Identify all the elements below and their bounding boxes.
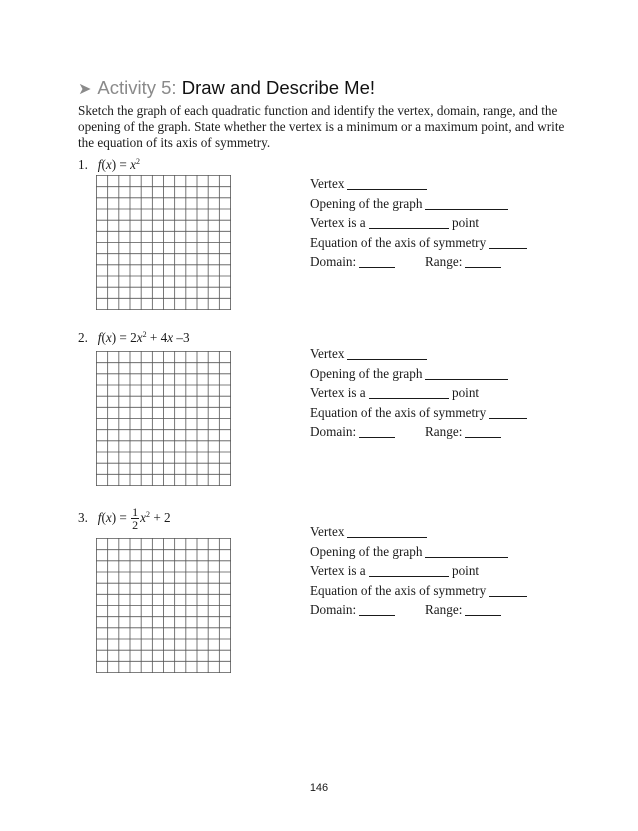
axis-blank[interactable] (489, 235, 527, 249)
vertex-blank[interactable] (347, 346, 427, 360)
opening-blank[interactable] (425, 196, 508, 210)
graph-grid-1[interactable] (96, 175, 231, 310)
vertex-blank[interactable] (347, 176, 427, 190)
opening-blank[interactable] (425, 544, 508, 558)
min-max-blank[interactable] (369, 215, 449, 229)
activity-heading (78, 74, 578, 102)
answer-fields-2: Vertex Opening of the graph Vertex is a point Equation of the axis of symmetry Domain: Range: (310, 344, 610, 442)
domain-blank[interactable] (359, 602, 395, 616)
graph-grid-3[interactable] (96, 538, 231, 673)
range-blank[interactable] (465, 254, 501, 268)
axis-blank[interactable] (489, 583, 527, 597)
activity-title: Draw and Describe Me! (181, 77, 376, 98)
page-number: 146 (309, 782, 329, 794)
min-max-blank[interactable] (369, 563, 449, 577)
range-blank[interactable] (465, 602, 501, 616)
function-name: f (97, 157, 102, 172)
right-arrowhead-icon: ➤ (78, 81, 92, 98)
problem-3-label: 3. f(x) = $\frac{1}{2}$ $x^2 + 2$ (78, 505, 171, 532)
fraction-one-half: $\frac{1}{2}$ (132, 505, 139, 532)
instructions: Sketch the graph of each quadratic function and identify the vertex, domain, range, and the opening of the graph. State whether the vertex is a minimum or a maximum point, and write the equation of its axis of symmetry. (78, 103, 565, 150)
domain-blank[interactable] (359, 254, 395, 268)
domain-blank[interactable] (359, 424, 395, 438)
answer-fields-3: Vertex Opening of the graph Vertex is a point Equation of the axis of symmetry Domain: Range: (310, 522, 610, 620)
vertex-blank[interactable] (347, 524, 427, 538)
range-blank[interactable] (465, 424, 501, 438)
problem-1-label: 1. $f(x) = x^2$ (78, 157, 141, 172)
graph-grid-2[interactable] (96, 351, 231, 486)
opening-blank[interactable] (425, 366, 508, 380)
min-max-blank[interactable] (369, 385, 449, 399)
problem-number: 1. (78, 157, 88, 172)
problem-2-label: 2. $f(x) = 2x^2 + 4x$ –3 (78, 330, 190, 345)
axis-blank[interactable] (489, 405, 527, 419)
answer-fields-1: Vertex Opening of the graph Vertex is a point Equation of the axis of symmetry Domain: Range: (310, 174, 610, 272)
activity-label: Activity 5: (97, 77, 177, 98)
